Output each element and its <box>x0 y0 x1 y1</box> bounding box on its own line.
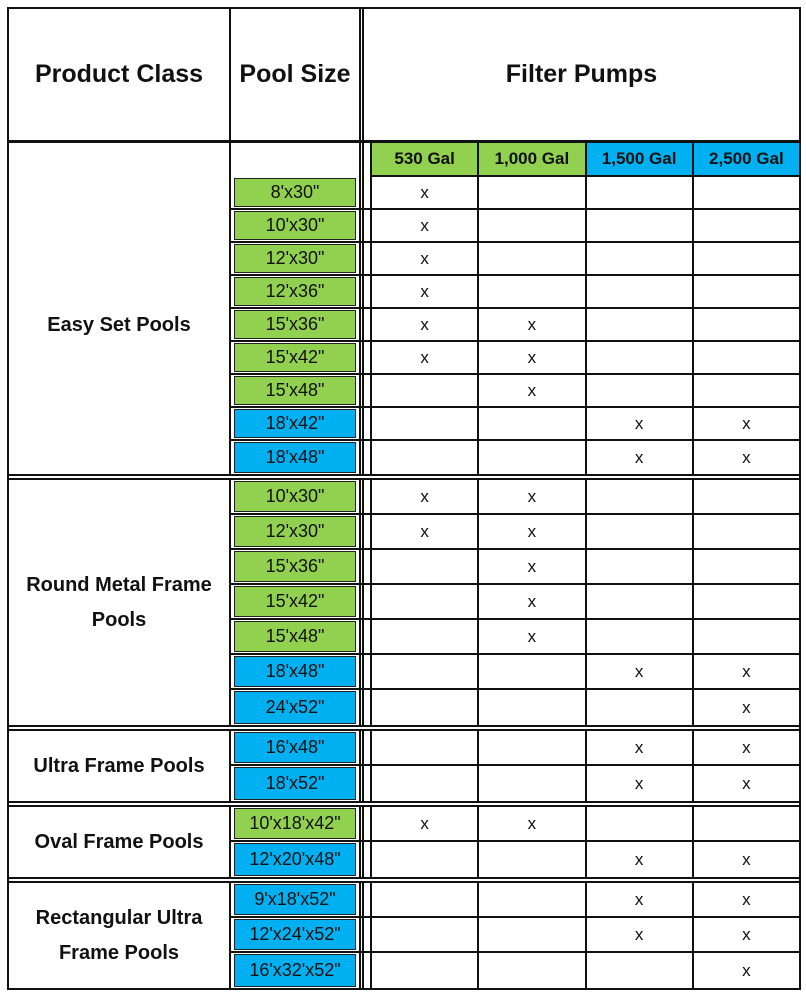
compat-mark <box>477 731 584 764</box>
compat-mark <box>370 731 477 764</box>
pool-size-label: 18'x42" <box>234 409 356 438</box>
compat-mark: x <box>370 515 477 548</box>
pool-size-label: 24'x52" <box>234 691 356 724</box>
table-row <box>231 655 799 690</box>
compat-mark <box>370 408 477 439</box>
blank-cell <box>231 143 364 177</box>
compat-mark <box>585 953 692 988</box>
pool-size-label: 15'x36" <box>234 551 356 582</box>
pump-header-0: 530 Gal <box>370 143 477 177</box>
compat-mark <box>370 441 477 474</box>
compat-mark: x <box>477 375 584 406</box>
compat-mark <box>692 210 799 241</box>
pool-size-cell <box>231 620 364 653</box>
table-row <box>231 585 799 620</box>
pool-size-cell <box>231 585 364 618</box>
pool-size-label: 16'x32'x52" <box>234 954 356 987</box>
compat-mark <box>585 309 692 340</box>
compat-mark <box>370 883 477 916</box>
pool-size-cell <box>231 550 364 583</box>
compat-mark: x <box>477 342 584 373</box>
compat-mark <box>585 480 692 513</box>
product-group <box>9 480 799 731</box>
product-class-label: Oval Frame Pools <box>9 807 231 877</box>
compat-mark: x <box>692 883 799 916</box>
pool-size-label: 16'x48" <box>234 732 356 763</box>
compat-mark: x <box>692 731 799 764</box>
table-row <box>231 515 799 550</box>
compat-mark <box>692 620 799 653</box>
pool-size-cell <box>231 655 364 688</box>
table-row <box>231 276 799 309</box>
product-class-label: Round Metal Frame Pools <box>9 480 231 725</box>
pump-marks <box>364 243 799 274</box>
table-row <box>231 441 799 474</box>
pool-size-label: 18'x52" <box>234 767 356 800</box>
table-row <box>231 375 799 408</box>
pool-size-cell <box>231 953 364 988</box>
product-class-label: Ultra Frame Pools <box>9 731 231 801</box>
pump-marks <box>364 766 799 801</box>
compat-mark <box>477 766 584 801</box>
compat-mark <box>585 177 692 208</box>
pool-size-label: 10'x18'x42" <box>234 808 356 839</box>
compat-mark <box>477 842 584 877</box>
table-row <box>231 620 799 655</box>
compat-mark: x <box>585 918 692 951</box>
pump-marks <box>364 883 799 916</box>
compat-mark <box>585 276 692 307</box>
compat-mark: x <box>692 655 799 688</box>
pump-marks <box>364 655 799 688</box>
pool-size-cell <box>231 883 364 916</box>
compat-mark: x <box>477 620 584 653</box>
header-filter-pumps: Filter Pumps <box>505 60 658 88</box>
pool-size-cell <box>231 375 364 406</box>
pump-marks <box>364 731 799 764</box>
pump-marks <box>364 408 799 439</box>
blank-cell <box>9 143 231 177</box>
compat-mark <box>370 953 477 988</box>
pump-header-3: 2,500 Gal <box>692 143 799 177</box>
compat-mark <box>477 210 584 241</box>
pool-size-cell <box>231 766 364 801</box>
compat-mark <box>585 515 692 548</box>
compat-mark <box>370 766 477 801</box>
pool-size-cell <box>231 276 364 307</box>
compat-mark <box>692 807 799 840</box>
pump-marks <box>364 515 799 548</box>
group-rows <box>231 731 799 801</box>
pump-marks <box>364 620 799 653</box>
table-row <box>231 918 799 953</box>
pump-marks <box>364 210 799 241</box>
pump-marks <box>364 550 799 583</box>
compat-mark <box>477 408 584 439</box>
compat-mark <box>477 243 584 274</box>
table-row <box>231 342 799 375</box>
table-row <box>231 807 799 842</box>
pool-size-cell <box>231 177 364 208</box>
pump-marks <box>364 480 799 513</box>
compat-mark <box>585 243 692 274</box>
pump-marks <box>364 276 799 307</box>
pump-header-1: 1,000 Gal <box>477 143 584 177</box>
pool-size-cell <box>231 441 364 474</box>
compat-mark <box>477 883 584 916</box>
pool-size-label: 15'x42" <box>234 586 356 617</box>
compat-mark: x <box>585 655 692 688</box>
compat-mark: x <box>370 210 477 241</box>
compat-mark <box>477 918 584 951</box>
pool-size-cell <box>231 408 364 439</box>
compat-mark <box>585 550 692 583</box>
compat-mark <box>692 515 799 548</box>
pool-size-label: 10'x30" <box>234 481 356 512</box>
table-row <box>231 177 799 210</box>
compat-mark <box>370 655 477 688</box>
compat-mark <box>370 620 477 653</box>
compat-mark: x <box>692 441 799 474</box>
compat-mark <box>370 550 477 583</box>
compat-mark <box>370 842 477 877</box>
compat-mark: x <box>370 807 477 840</box>
header-row <box>9 9 799 143</box>
compat-mark: x <box>370 309 477 340</box>
compat-mark: x <box>477 550 584 583</box>
product-group <box>9 807 799 883</box>
product-group <box>9 177 799 480</box>
compat-mark: x <box>585 883 692 916</box>
compat-mark: x <box>585 842 692 877</box>
table-row <box>231 243 799 276</box>
pool-size-cell <box>231 918 364 951</box>
compat-mark: x <box>477 807 584 840</box>
table-row <box>231 883 799 918</box>
compat-mark <box>585 210 692 241</box>
compat-mark: x <box>477 309 584 340</box>
compat-mark <box>692 375 799 406</box>
compat-mark: x <box>370 342 477 373</box>
compat-mark <box>692 243 799 274</box>
group-rows <box>231 177 799 474</box>
pool-size-cell <box>231 309 364 340</box>
pool-size-label: 15'x48" <box>234 621 356 652</box>
compat-mark <box>585 807 692 840</box>
compat-mark: x <box>692 953 799 988</box>
compat-mark <box>585 690 692 725</box>
compat-mark <box>370 375 477 406</box>
pool-size-label: 15'x36" <box>234 310 356 339</box>
compat-mark <box>477 690 584 725</box>
pool-size-label: 12'x30" <box>234 516 356 547</box>
pump-compatibility-table <box>7 7 801 990</box>
compat-mark <box>692 276 799 307</box>
compat-mark: x <box>692 690 799 725</box>
pool-size-cell <box>231 243 364 274</box>
compat-mark <box>477 276 584 307</box>
pool-size-cell <box>231 210 364 241</box>
product-class-label: Easy Set Pools <box>9 177 231 474</box>
pump-marks <box>364 309 799 340</box>
pump-subheader-row <box>9 143 799 177</box>
compat-mark <box>585 620 692 653</box>
pool-size-label: 8'x30" <box>234 178 356 207</box>
pump-marks <box>364 842 799 877</box>
table-row <box>231 842 799 877</box>
compat-mark <box>370 690 477 725</box>
header-product-class: Product Class <box>9 9 231 140</box>
product-group <box>9 883 799 988</box>
pool-size-label: 12'x36" <box>234 277 356 306</box>
group-rows <box>231 883 799 988</box>
pump-marks <box>364 807 799 840</box>
table-row <box>231 480 799 515</box>
pool-size-cell <box>231 807 364 840</box>
table-body <box>9 177 799 988</box>
pump-marks <box>364 690 799 725</box>
compat-mark: x <box>585 441 692 474</box>
compat-mark: x <box>585 731 692 764</box>
pool-size-cell <box>231 515 364 548</box>
compat-mark <box>692 309 799 340</box>
table-row <box>231 408 799 441</box>
pump-marks <box>364 953 799 988</box>
pump-capacity-headers <box>364 143 799 177</box>
table-row <box>231 953 799 988</box>
pool-size-cell <box>231 731 364 764</box>
product-group <box>9 731 799 807</box>
product-class-label: Rectangular Ultra Frame Pools <box>9 883 231 988</box>
pump-marks <box>364 177 799 208</box>
table-row <box>231 309 799 342</box>
compat-mark <box>585 342 692 373</box>
compat-mark: x <box>692 842 799 877</box>
compat-mark <box>692 585 799 618</box>
compat-mark: x <box>585 766 692 801</box>
compat-mark: x <box>370 480 477 513</box>
compat-mark <box>692 342 799 373</box>
pool-size-cell <box>231 480 364 513</box>
pump-marks <box>364 585 799 618</box>
compat-mark <box>370 918 477 951</box>
compat-mark: x <box>477 515 584 548</box>
pool-size-label: 10'x30" <box>234 211 356 240</box>
pool-size-cell <box>231 342 364 373</box>
compat-mark: x <box>692 408 799 439</box>
table-row <box>231 550 799 585</box>
compat-mark <box>585 585 692 618</box>
pool-size-cell <box>231 690 364 725</box>
compat-mark: x <box>370 276 477 307</box>
pump-marks <box>364 342 799 373</box>
pump-header-2: 1,500 Gal <box>585 143 692 177</box>
compat-mark <box>477 953 584 988</box>
group-rows <box>231 807 799 877</box>
compat-mark <box>692 550 799 583</box>
header-pool-size: Pool Size <box>231 9 364 140</box>
pool-size-label: 18'x48" <box>234 442 356 473</box>
compat-mark <box>692 177 799 208</box>
compat-mark: x <box>585 408 692 439</box>
pump-marks <box>364 375 799 406</box>
pool-size-label: 15'x48" <box>234 376 356 405</box>
table-row <box>231 766 799 801</box>
table-row <box>231 690 799 725</box>
compat-mark <box>477 177 584 208</box>
compat-mark <box>370 585 477 618</box>
compat-mark <box>477 441 584 474</box>
pump-marks <box>364 441 799 474</box>
compat-mark <box>585 375 692 406</box>
pool-size-label: 9'x18'x52" <box>234 884 356 915</box>
compat-mark: x <box>692 918 799 951</box>
pool-size-label: 15'x42" <box>234 343 356 372</box>
group-rows <box>231 480 799 725</box>
pump-marks <box>364 918 799 951</box>
table-row <box>231 731 799 766</box>
compat-mark: x <box>370 243 477 274</box>
compat-mark <box>692 480 799 513</box>
compat-mark: x <box>477 480 584 513</box>
compat-mark <box>477 655 584 688</box>
compat-mark: x <box>370 177 477 208</box>
compat-mark: x <box>477 585 584 618</box>
compat-mark: x <box>692 766 799 801</box>
pool-size-label: 12'x24'x52" <box>234 919 356 950</box>
pool-size-cell <box>231 842 364 877</box>
pool-size-label: 18'x48" <box>234 656 356 687</box>
pool-size-label: 12'x20'x48" <box>234 843 356 876</box>
pool-size-label: 12'x30" <box>234 244 356 273</box>
table-row <box>231 210 799 243</box>
